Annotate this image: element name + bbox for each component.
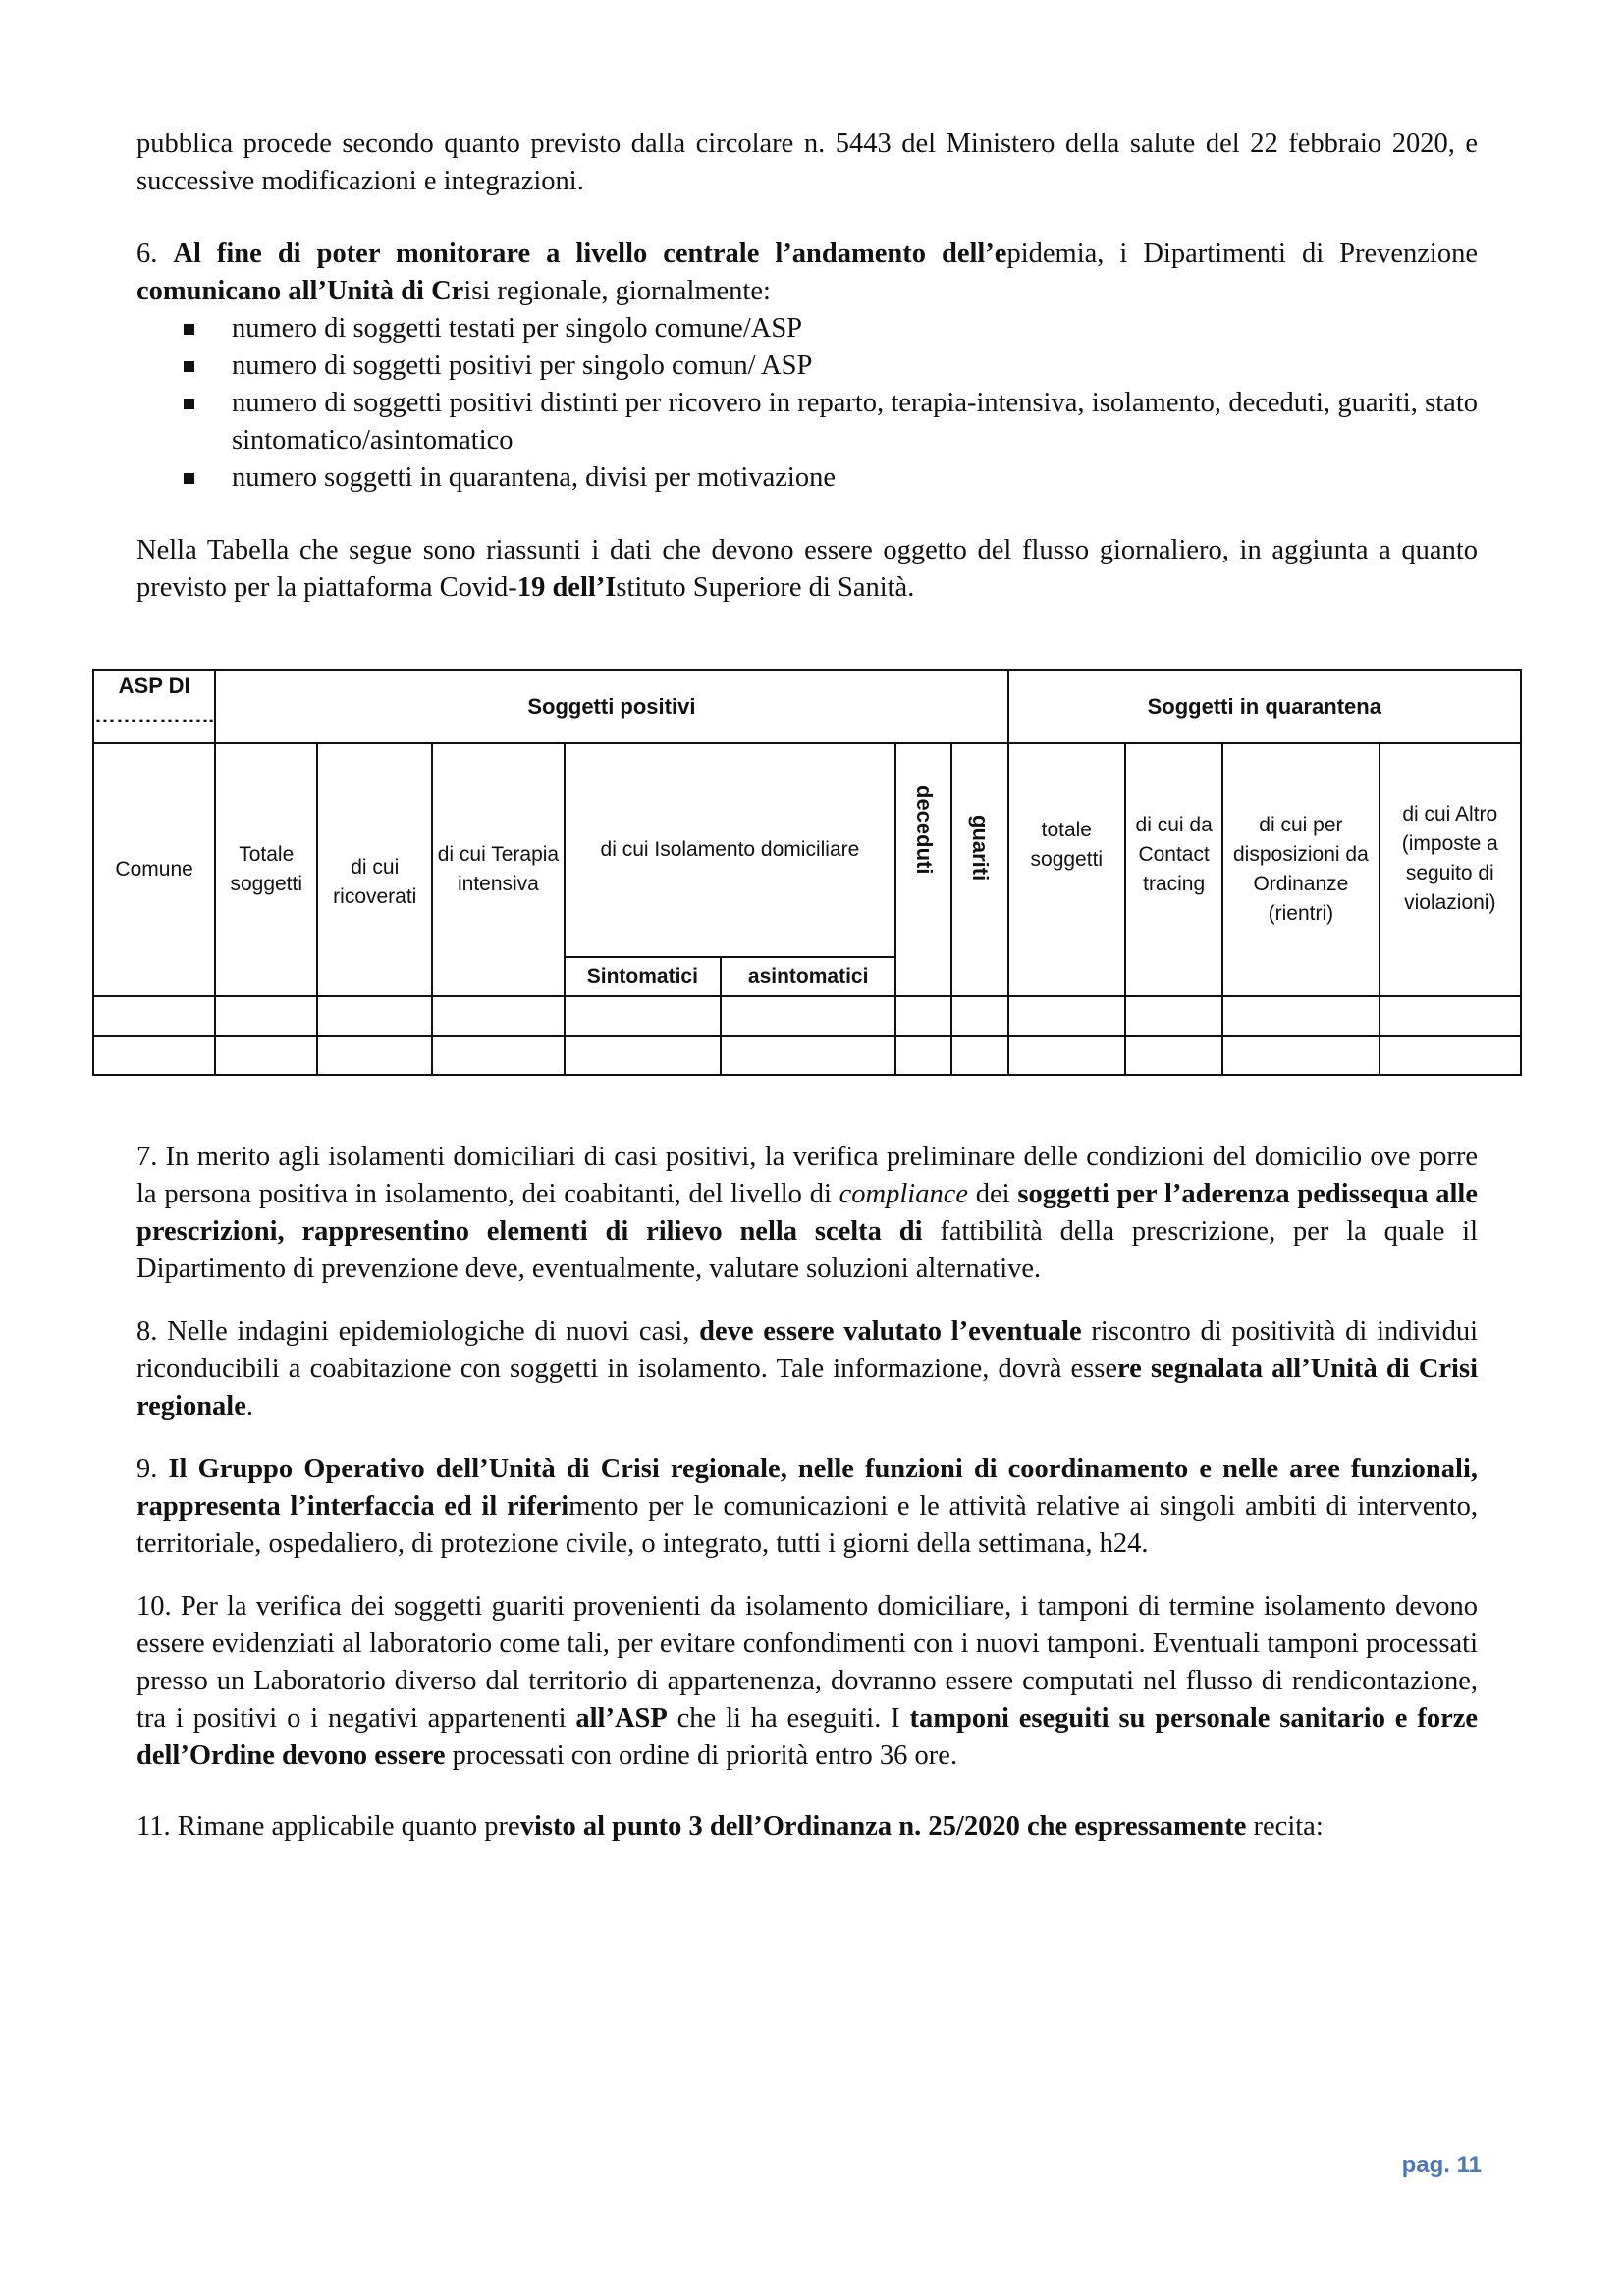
table-cell: [1008, 996, 1126, 1036]
list-item: numero di soggetti positivi per singolo comun/ ASP: [184, 347, 1478, 385]
col-header-totale: Totale soggetti: [215, 743, 317, 996]
asp-dots: ……………..: [94, 703, 215, 727]
table-cell: [951, 996, 1007, 1036]
p6-bold-1: Al fine di poter monitorare a livello centrale l’andamento dell’e: [173, 239, 1007, 269]
p6-bold-2: comunicano all’Unità di Cr: [136, 276, 464, 306]
table-cell: [215, 1036, 317, 1075]
table-cell: [432, 996, 564, 1036]
list-item: numero soggetti in quarantena, divisi per motivazione: [184, 459, 1478, 497]
paragraph-10: [136, 1588, 1478, 1775]
p8-bold-2: re segnalata all’Unità di Crisi regionale: [136, 1354, 1478, 1421]
list-item: numero di soggetti testati per singolo comune/ASP: [184, 310, 1478, 347]
col-header-ordinanze: di cui per disposizioni da Ordinanze (rientri): [1222, 743, 1379, 996]
p7-bold-1: soggetti per l’aderenza pedissequa alle prescrizioni, rappresentino elementi di rilievo nella scelta di: [136, 1179, 1478, 1247]
table-cell: [895, 1036, 951, 1075]
table-cell: [317, 996, 432, 1036]
table-cell: [721, 996, 895, 1036]
table-cell: [895, 996, 951, 1036]
tabella-paragraph: [136, 532, 1478, 607]
p8-bold-1: deve essere valutato l’eventuale: [699, 1316, 1082, 1347]
sub-header-sintomatici: Sintomatici: [565, 957, 722, 996]
col-header-guariti: [951, 743, 1007, 996]
table-cell: [1222, 996, 1379, 1036]
deceduti-label: deceduti: [911, 785, 937, 875]
table-cell: [951, 1036, 1007, 1075]
p9-bold-1: Il Gruppo Operativo dell’Unità di Crisi regionale, nelle funzioni di coordinamento e nelle aree funzionali, rappresenta l’interfaccia ed il riferi: [136, 1454, 1478, 1522]
table-cell: [93, 1036, 215, 1075]
p7-text-2: dei: [968, 1179, 1018, 1209]
paragraph-11: [136, 1808, 1478, 1845]
p10-bold-2: tamponi eseguiti su personale sanitario e forze dell’Ordine devono essere: [136, 1703, 1479, 1771]
p11-text-2: recita:: [1246, 1811, 1324, 1842]
asp-header-cell: [93, 670, 215, 743]
table-cell: [1125, 996, 1222, 1036]
p6-text-2: isi regionale, giornalmente:: [463, 276, 771, 306]
table-cell: [565, 1036, 722, 1075]
table-row: [93, 1036, 1521, 1075]
col-header-isolamento: di cui Isolamento domiciliare: [565, 743, 896, 957]
tabella-bold-1: 19 dell’I: [516, 572, 617, 603]
col-header-ricoverati: di cui ricoverati: [317, 743, 432, 996]
table-cell: [93, 996, 215, 1036]
table-cell: [1008, 1036, 1126, 1075]
table-cell: [1125, 1036, 1222, 1075]
guariti-label: guariti: [967, 815, 993, 881]
intro-text: pubblica procede secondo quanto previsto dalla circolare n. 5443 del Ministero della salute del 22 febbraio 2020, e successive modificazioni e integrazioni.: [136, 129, 1478, 196]
table-row: [93, 996, 1521, 1036]
intro-paragraph: [136, 126, 1478, 200]
p7-text-1: 7. In merito agli isolamenti domiciliari di casi positivi, la verifica preliminare delle condizioni del domicilio ove porre la persona positiva in isolamento, dei coabitanti, del livello di: [136, 1142, 1478, 1209]
p7-text-3: fattibilità della prescrizione, per la quale il Dipartimento di prevenzione deve, eventualmente, valutare soluzioni alternative.: [136, 1216, 1479, 1284]
paragraph-9: [136, 1451, 1478, 1563]
list-item: numero di soggetti positivi distinti per ricovero in reparto, terapia-intensiva, isolamento, deceduti, guariti, stato sintomatico/asintomatico: [184, 385, 1478, 459]
table-cell: [1380, 1036, 1521, 1075]
col-header-terapia: di cui Terapia intensiva: [432, 743, 564, 996]
p9-text-1: mento per le comunicazioni e le attività relative ai singoli ambiti di intervento, territoriale, ospedaliero, di protezione civile, o integrato, tutti i giorni della settimana, h24.: [136, 1491, 1478, 1559]
sub-header-asintomatici: asintomatici: [721, 957, 895, 996]
group-header-quarantena: Soggetti in quarantena: [1008, 670, 1521, 743]
p6-bullet-list: [136, 310, 1478, 497]
col-header-totale-quarantena: totale soggetti: [1008, 743, 1126, 996]
document-body: [136, 126, 1478, 607]
p8-text-1: 8. Nelle indagini epidemiologiche di nuovi casi,: [136, 1316, 700, 1347]
document-body-lower: [136, 1139, 1478, 1845]
p8-text-3: .: [245, 1391, 253, 1421]
page-number: pag. 11: [1401, 2152, 1482, 2178]
col-header-comune: Comune: [93, 743, 215, 996]
p10-text-1: 10. Per la verifica dei soggetti guariti provenienti da isolamento domiciliare, i tamponi di termine isolamento devono essere evidenziati al laboratorio come tali, per evitare confondimenti con i nuovi tamponi. Eventuali tamponi processati presso un Laboratorio diverso dal territorio di appartenenza, dovranno essere computati nel flusso di rendicontazione, tra i positivi o i negativi appartenenti: [136, 1591, 1478, 1734]
table-cell: [1380, 996, 1521, 1036]
tabella-text-2: stituto Superiore di Sanità.: [616, 572, 915, 603]
paragraph-8: [136, 1313, 1478, 1425]
data-table: [92, 669, 1522, 1076]
table-cell: [215, 996, 317, 1036]
p6-text-1: pidemia, i Dipartimenti di Prevenzione: [1006, 239, 1478, 269]
table-cell: [432, 1036, 564, 1075]
p8-text-2: riscontro di positività di individui riconducibili a coabitazione con soggetti in isolamento. Tale informazione, dovrà esse: [136, 1316, 1478, 1384]
table-cell: [317, 1036, 432, 1075]
p7-italic: compliance: [839, 1179, 969, 1209]
p11-text-1: 11. Rimane applicabile quanto pre: [136, 1811, 520, 1842]
table-cell: [565, 996, 722, 1036]
group-header-positivi: Soggetti positivi: [215, 670, 1007, 743]
col-header-deceduti: [895, 743, 951, 996]
p10-bold-1: all’ASP: [575, 1703, 668, 1734]
p10-text-3: processati con ordine di priorità entro 36 ore.: [445, 1740, 958, 1771]
paragraph-6: [136, 236, 1478, 310]
p9-number: 9.: [136, 1454, 169, 1484]
col-header-altro: di cui Altro (imposte a seguito di violazioni): [1380, 743, 1521, 996]
paragraph-7: [136, 1139, 1478, 1288]
table-cell: [1222, 1036, 1379, 1075]
p6-number: 6.: [136, 239, 174, 269]
col-header-contact-tracing: di cui da Contact tracing: [1125, 743, 1222, 996]
asp-label: ASP DI: [118, 673, 190, 698]
p11-bold-1: visto al punto 3 dell’Ordinanza n. 25/2020 che espressamente: [519, 1811, 1247, 1842]
table-cell: [721, 1036, 895, 1075]
tabella-text-1: Nella Tabella che segue sono riassunti i dati che devono essere oggetto del flusso giornaliero, in aggiunta a quanto previsto per la piattaforma Covid-: [136, 535, 1478, 603]
p10-text-2: che li ha eseguiti. I: [667, 1703, 910, 1734]
